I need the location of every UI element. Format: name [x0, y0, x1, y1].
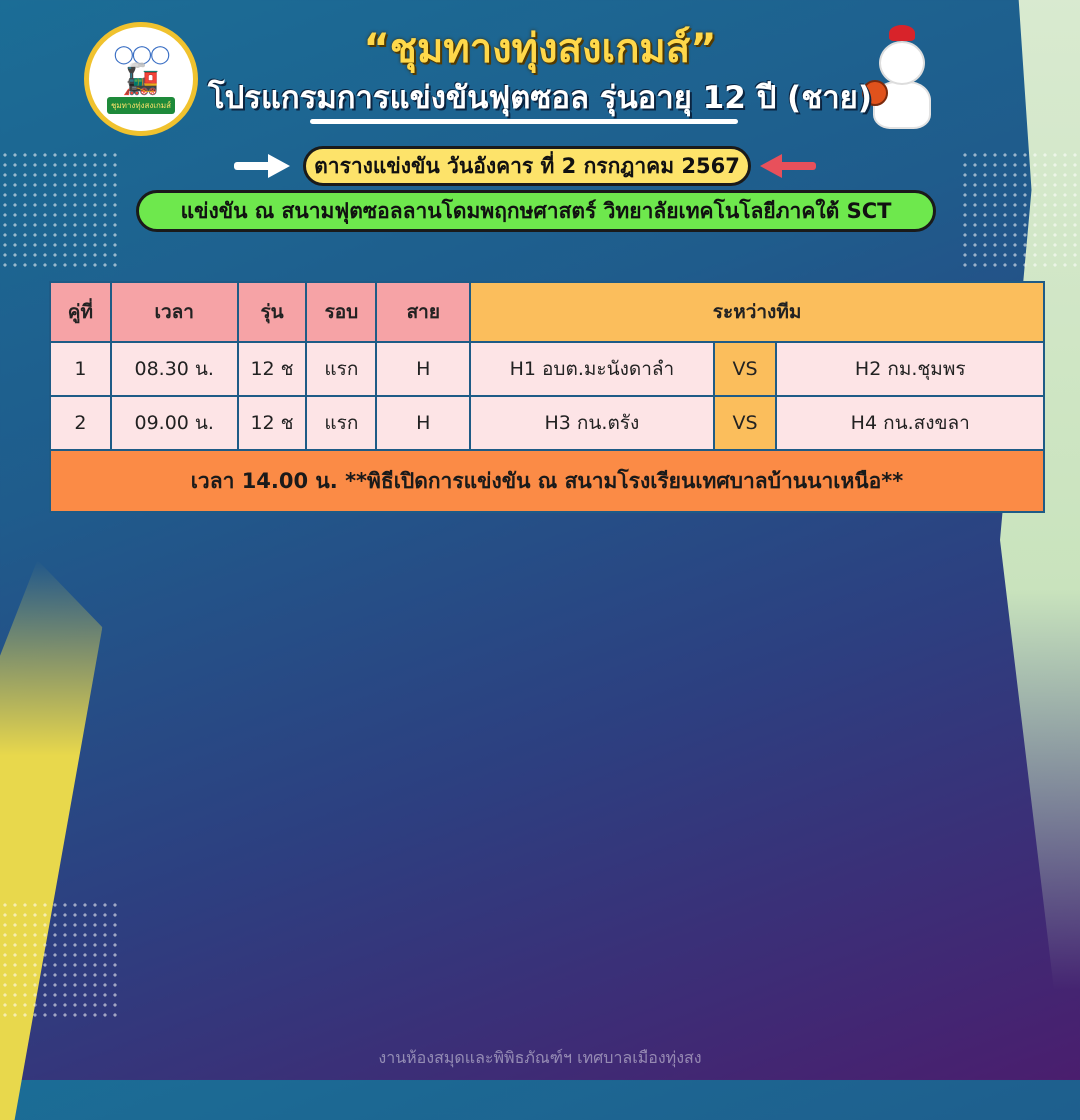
cell-class: 12 ช [238, 396, 307, 450]
cell-time: 08.30 น. [111, 342, 238, 396]
cell-vs: VS [714, 342, 777, 396]
header-class: รุ่น [238, 282, 307, 342]
cell-time: 09.00 น. [111, 396, 238, 450]
table-footer-row [50, 450, 1044, 512]
train-icon: 🚂 [122, 62, 160, 97]
cell-team-b: H4 กน.สงขลา [776, 396, 1044, 450]
decorative-dots [0, 900, 120, 1020]
cell-team-b: H2 กม.ชุมพร [776, 342, 1044, 396]
table-row [50, 342, 1044, 396]
header-teams: ระหว่างทีม [470, 282, 1044, 342]
arrow-left-icon [760, 152, 816, 180]
cell-vs: VS [714, 396, 777, 450]
decorative-yellow-streak [0, 560, 109, 1120]
decorative-dots [0, 150, 120, 270]
page-title: “ชุมทางทุ่งสงเกมส์” [363, 26, 717, 72]
olympic-rings-icon: ◯◯◯ [113, 44, 169, 65]
cell-group: H [376, 396, 470, 450]
cell-match-no: 1 [50, 342, 111, 396]
decorative-dots [960, 150, 1080, 270]
arrow-right-icon [234, 152, 290, 180]
schedule-table [49, 281, 1045, 513]
table-header-row [50, 282, 1044, 342]
logo-badge-text: ชุมทางทุ่งสงเกมส์ [107, 97, 175, 114]
cell-team-a: H3 กน.ตรัง [470, 396, 713, 450]
table-row [50, 396, 1044, 450]
header-time: เวลา [111, 282, 238, 342]
cell-round: แรก [306, 342, 376, 396]
cell-class: 12 ช [238, 342, 307, 396]
date-label: ตารางแข่งขัน วันอังคาร ที่ 2 กรกฎาคม 2567 [303, 146, 751, 186]
venue-label: แข่งขัน ณ สนามฟุตซอลลานโดมพฤกษศาสตร์ วิทยาลัยเทคโนโลยีภาคใต้ SCT [136, 190, 936, 232]
title-underline [310, 119, 738, 124]
opening-ceremony-note: เวลา 14.00 น. **พิธีเปิดการแข่งขัน ณ สนามโรงเรียนเทศบาลบ้านนาเหนือ** [50, 450, 1044, 512]
header-group: สาย [376, 282, 470, 342]
page-subtitle: โปรแกรมการแข่งขันฟุตซอล รุ่นอายุ 12 ปี (ชาย) [207, 80, 873, 116]
cell-group: H [376, 342, 470, 396]
header-round: รอบ [306, 282, 376, 342]
header-match-no: คู่ที่ [50, 282, 111, 342]
cell-team-a: H1 อบต.มะนังดาลำ [470, 342, 713, 396]
footer-credit: งานห้องสมุดและพิพิธภัณฑ์ฯ เทศบาลเมืองทุ่งสง [378, 1048, 702, 1067]
cell-match-no: 2 [50, 396, 111, 450]
cell-round: แรก [306, 396, 376, 450]
